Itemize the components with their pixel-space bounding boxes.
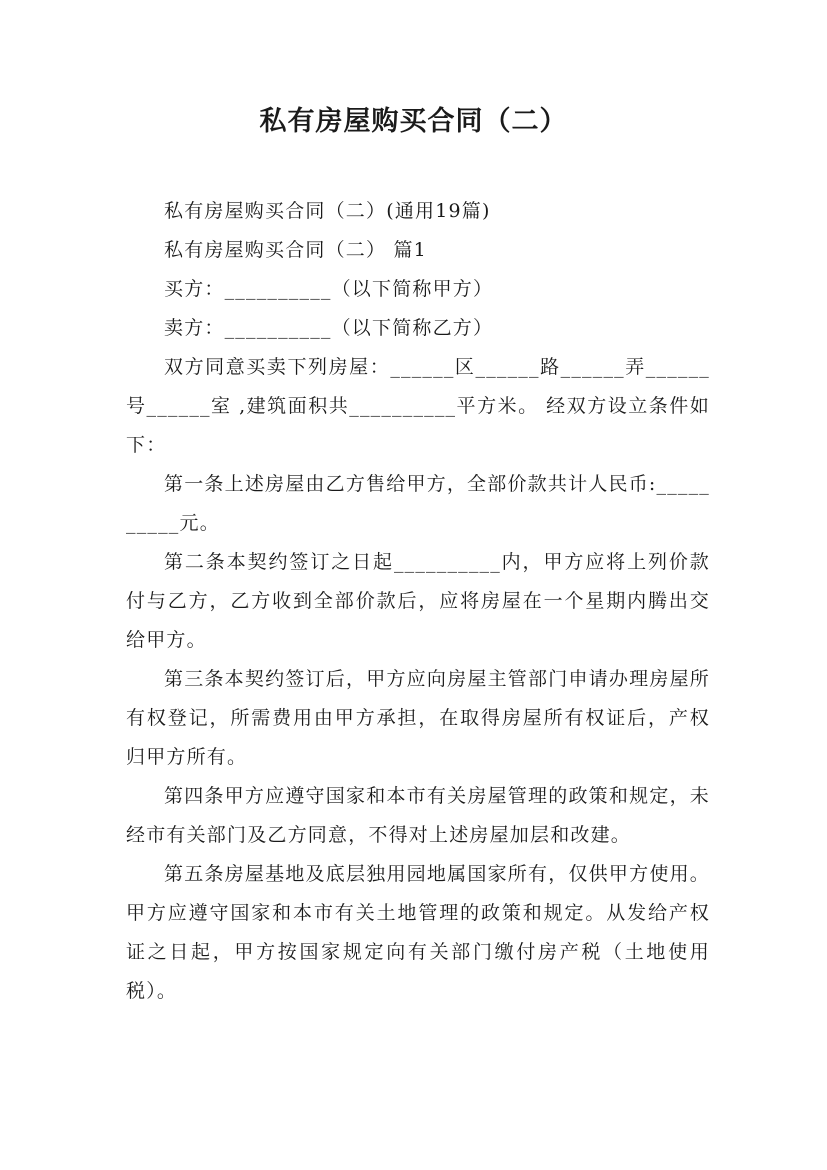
article-1: 第一条上述房屋由乙方售给甲方，全部价款共计人民币:__________元。 bbox=[126, 473, 710, 534]
subtitle-paragraph: 私有房屋购买合同（二）(通用19篇) bbox=[164, 200, 491, 222]
document-body bbox=[126, 192, 710, 1011]
property-paragraph: 双方同意买卖下列房屋：______区______路______弄______号______室 ,建筑面积共__________平方米。 经双方设立条件如下： bbox=[126, 356, 710, 456]
page-title: 私有房屋购买合同（二） bbox=[259, 106, 568, 137]
article-2: 第二条本契约签订之日起__________内，甲方应将上列价款付与乙方，乙方收到全部价款后，应将房屋在一个星期内腾出交给甲方。 bbox=[126, 551, 710, 651]
article-4: 第四条甲方应遵守国家和本市有关房屋管理的政策和规定，未经市有关部门及乙方同意，不得对上述房屋加层和改建。 bbox=[126, 785, 710, 846]
seller-line: 卖方：__________（以下简称乙方） bbox=[164, 317, 494, 339]
article-3: 第三条本契约签订后，甲方应向房屋主管部门申请办理房屋所有权登记，所需费用由甲方承担，在取得房屋所有权证后，产权归甲方所有。 bbox=[126, 668, 710, 768]
buyer-line: 买方：__________（以下简称甲方） bbox=[164, 278, 494, 300]
article-5: 第五条房屋基地及底层独用园地属国家所有，仅供甲方使用。甲方应遵守国家和本市有关土地管理的政策和规定。从发给产权证之日起，甲方按国家规定向有关部门缴付房产税（土地使用税）。 bbox=[126, 863, 710, 1002]
section-heading: 私有房屋购买合同（二） 篇1 bbox=[164, 239, 427, 261]
